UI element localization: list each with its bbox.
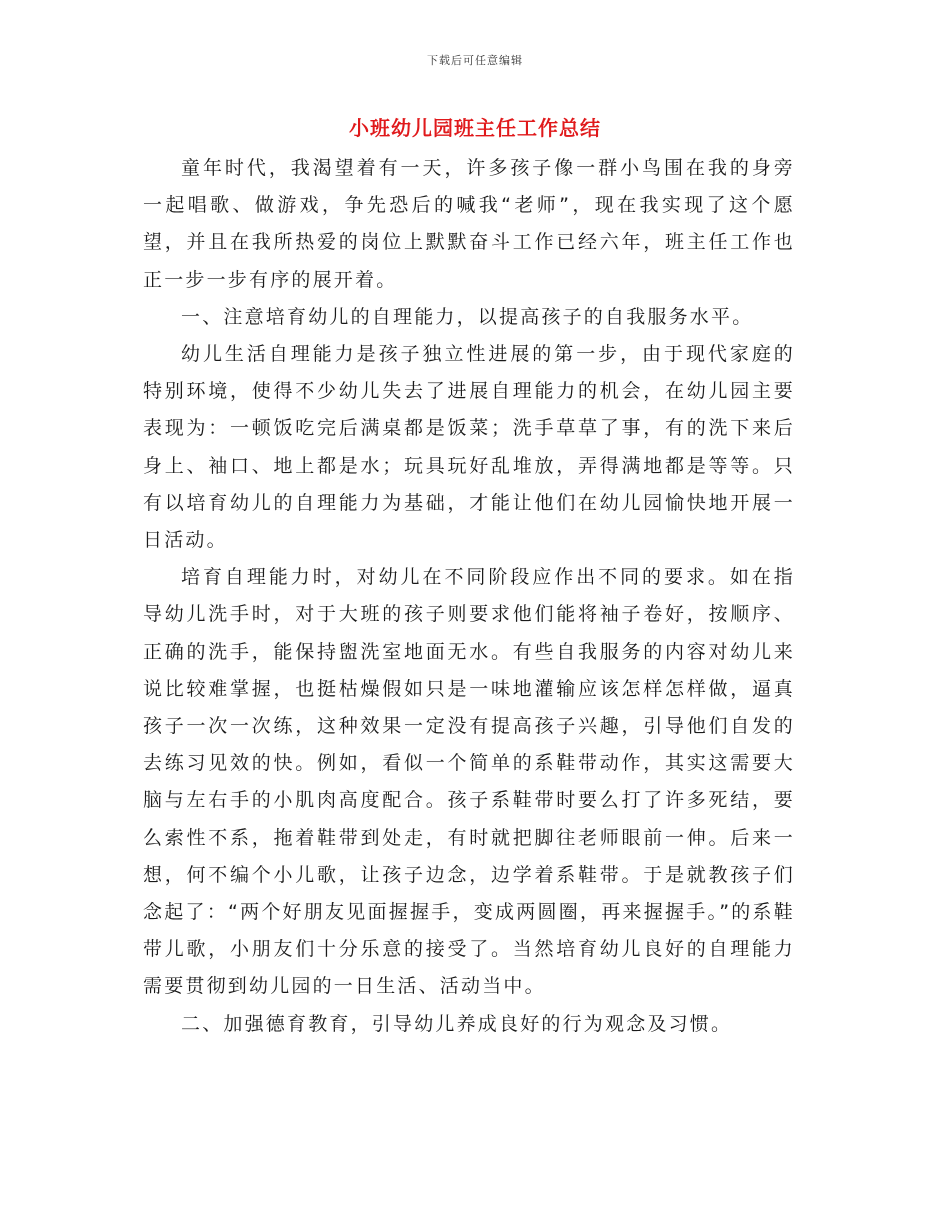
header-note: 下载后可任意编辑 xyxy=(427,54,523,67)
document-body xyxy=(143,150,795,1043)
paragraph-training: 培育自理能力时，对幼儿在不同阶段应作出不同的要求。如在指导幼儿洗手时，对于大班的孩子则要求他们能将袖子卷好，按顺序、正确的洗手，能保持盥洗室地面无水。有些自我服务的内容对幼儿来说比较难掌握，也挺枯燥假如只是一味地灌输应该怎样怎样做，逼真孩子一次一次练，这种效果一定没有提高孩子兴趣，引导他们自发的去练习见效的快。例如，看似一个简单的系鞋带动作，其实这需要大脑与左右手的小肌肉高度配合。孩子系鞋带时要么打了许多死结，要么索性不系，拖着鞋带到处走，有时就把脚往老师眼前一伸。后来一想，何不编个小儿歌，让孩子边念，边学着系鞋带。于是就教孩子们念起了：“两个好朋友见面握握手，变成两圆圈，再来握握手。”的系鞋带儿歌，小朋友们十分乐意的接受了。当然培育幼儿良好的自理能力需要贯彻到幼儿园的一日生活、活动当中。 xyxy=(143,566,795,998)
section-heading-1: 一、注意培育幼儿的自理能力，以提高孩子的自我服务水平。 xyxy=(181,305,754,328)
document-title: 小班幼儿园班主任工作总结 xyxy=(349,116,601,140)
section-heading-2: 二、加强德育教育，引导幼儿养成良好的行为观念及习惯。 xyxy=(181,1012,733,1035)
paragraph-intro: 童年时代，我渴望着有一天，许多孩子像一群小鸟围在我的身旁一起唱歌、做游戏，争先恐后的喊我“老师”，现在我实现了这个愿望，并且在我所热爱的岗位上默默奋斗工作已经六年，班主任工作也正一步一步有序的展开着。 xyxy=(143,157,795,291)
paragraph-self-care: 幼儿生活自理能力是孩子独立性进展的第一步，由于现代家庭的特别环境，使得不少幼儿失去了进展自理能力的机会，在幼儿园主要表现为：一顿饭吃完后满桌都是饭菜；洗手草草了事，有的洗下来后身上、袖口、地上都是水；玩具玩好乱堆放，弄得满地都是等等。只有以培育幼儿的自理能力为基础，才能让他们在幼儿园愉快地开展一日活动。 xyxy=(143,343,795,552)
